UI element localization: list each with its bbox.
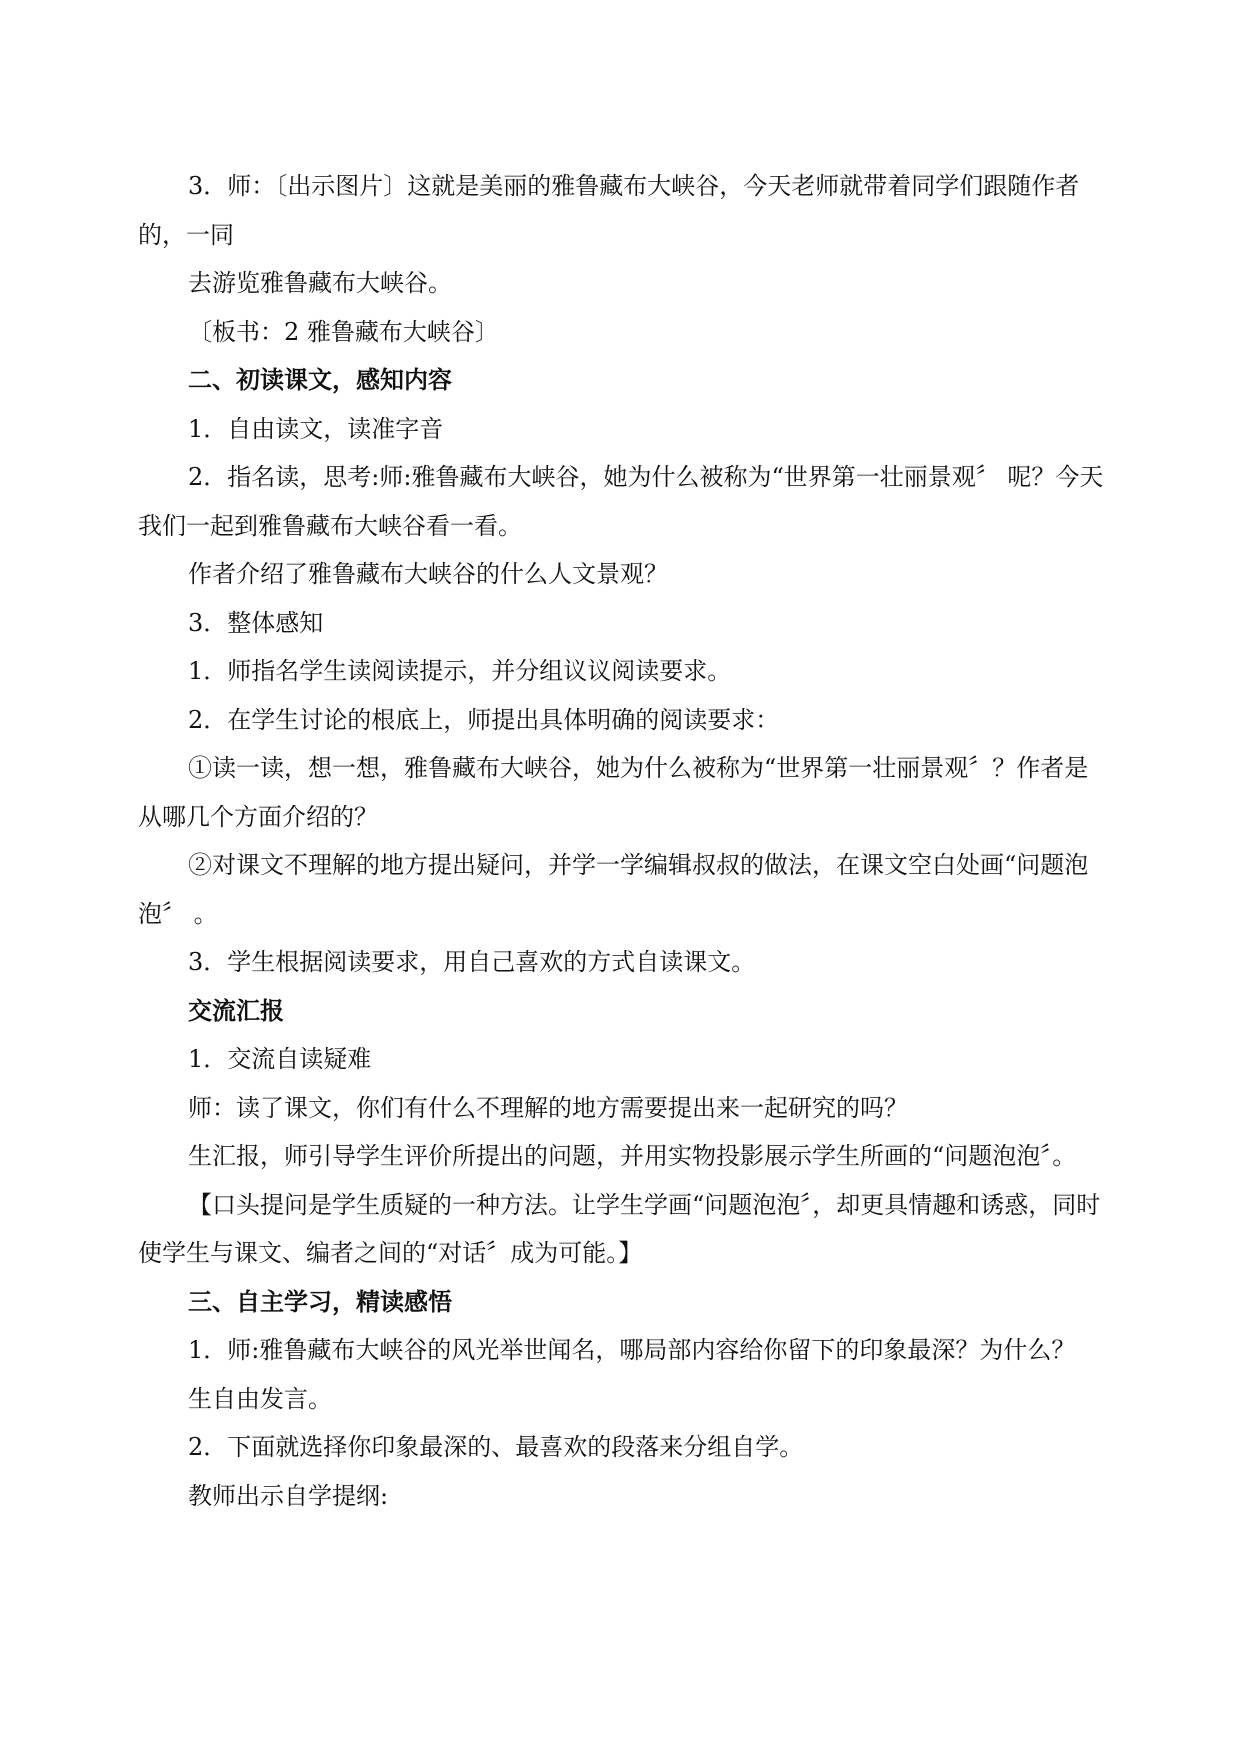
paragraph-requirement-two: ②对课文不理解的地方提出疑问，并学一学编辑叔叔的做法，在课文空白处画“问题泡泡〞 。 bbox=[138, 851, 1089, 928]
paragraph-overall-perception: 3．整体感知 bbox=[188, 608, 324, 637]
paragraph-student-report: 生汇报，师引导学生评价所提出的问题，并用实物投影展示学生所画的“问题泡泡〞。 bbox=[188, 1142, 1077, 1170]
document-body bbox=[138, 162, 1106, 1520]
paragraph-teacher-question: 师：读了课文，你们有什么不理解的地方需要提出来一起研究的吗？ bbox=[188, 1093, 908, 1122]
paragraph-named-reading: 2．指名读，思考:师:雅鲁藏布大峡谷，她为什么被称为“世界第一壮丽景观〞 呢？今天我们一起到雅鲁藏布大峡谷看一看。 bbox=[138, 463, 1104, 540]
paragraph-commentary: 【口头提问是学生质疑的一种方法。让学生学画“问题泡泡〞，却更具情趣和诱惑，同时使学生与课文、编者之间的“对话〞成为可能。】 bbox=[138, 1190, 1101, 1267]
paragraph-intro-step3: 3．师：〔出示图片〕这就是美丽的雅鲁藏布大峡谷，今天老师就带着同学们跟随作者的，一同 bbox=[138, 172, 1080, 249]
section-heading-self-study: 三、自主学习，精读感悟 bbox=[188, 1287, 452, 1316]
paragraph-exchange-difficulties: 1．交流自读疑难 bbox=[188, 1045, 372, 1073]
paragraph-requirement-one: ①读一读，想一想，雅鲁藏布大峡谷，她为什么被称为“世界第一壮丽景观〞？作者是从哪几个方面介绍的？ bbox=[138, 754, 1089, 831]
paragraph-intro-continued: 去游览雅鲁藏布大峡谷。 bbox=[188, 269, 452, 297]
paragraph-self-reading: 3．学生根据阅读要求，用自己喜欢的方式自读课文。 bbox=[188, 948, 756, 976]
section-heading-first-reading: 二、初读课文，感知内容 bbox=[188, 366, 452, 394]
paragraph-reading-prompt: 1．师指名学生读阅读提示，并分组议议阅读要求。 bbox=[188, 657, 732, 685]
paragraph-impression-question: 1．师:雅鲁藏布大峡谷的风光举世闻名，哪局部内容给你留下的印象最深？为什么？ bbox=[188, 1336, 1076, 1364]
paragraph-free-reading: 1．自由读文，读准字音 bbox=[188, 414, 444, 443]
paragraph-group-study: 2．下面就选择你印象最深的、最喜欢的段落来分组自学。 bbox=[188, 1433, 804, 1461]
paragraph-reading-requirements: 2．在学生讨论的根底上，师提出具体明确的阅读要求： bbox=[188, 705, 780, 734]
paragraph-free-speech: 生自由发言。 bbox=[188, 1384, 332, 1413]
paragraph-question-landscape: 作者介绍了雅鲁藏布大峡谷的什么人文景观？ bbox=[188, 560, 668, 588]
paragraph-study-outline: 教师出示自学提纲: bbox=[188, 1481, 389, 1510]
section-heading-exchange: 交流汇报 bbox=[188, 996, 284, 1025]
paragraph-board-note: 〔板书：2 雅鲁藏布大峡谷〕 bbox=[188, 317, 499, 346]
